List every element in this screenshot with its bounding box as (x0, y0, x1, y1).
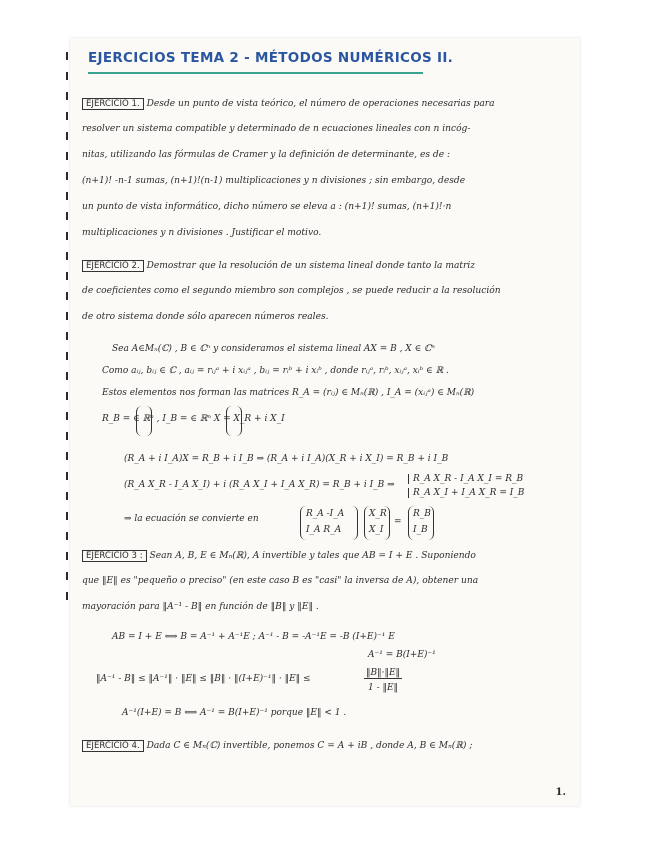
ex2-math-4: R_B = ∈ ℝⁿ , I_B = ∈ ℝⁿ X = X_R + i X_I (102, 414, 285, 424)
page-content (82, 38, 572, 806)
ex2-text-1: Demostrar que la resolución de un sistema lineal donde tanto la matriz (146, 261, 476, 271)
ex2-system-line-2: R_A X_I + I_A X_R = I_B (408, 488, 524, 498)
ex2-math-7: ⇒ la ecuación se convierte en (124, 514, 259, 524)
ex3-frac-den: 1 - ‖E‖ (368, 683, 399, 693)
b-vector-bottom: I_B (413, 525, 428, 535)
ex3-header: EJERCICIO 3 : (82, 550, 147, 562)
ex1-text-2: resolver un sistema compatible y determinado de n ecuaciones lineales con n incóg- (82, 124, 471, 134)
equals-sign: = (394, 517, 402, 527)
ex4-line-1 (82, 740, 472, 752)
ex2-math-5: (R_A + i I_A)X = R_B + i I_B ⇒ (R_A + i I_A)(X_R + i X_I) = R_B + i I_B (124, 454, 449, 464)
ex2-math-2: Como aᵢⱼ, bᵢⱼ ∈ ℂ , aᵢⱼ = rᵢⱼᵃ + i xᵢⱼᵃ , bᵢⱼ = rᵢᵇ + i xᵢᵇ , donde rᵢⱼᵃ, rᵢᵇ, xᵢⱼᵃ, xᵢᵇ ∈ ℝ . (102, 366, 449, 376)
binder-holes (66, 52, 68, 612)
ex2-math-1: Sea A∈Mₙ(ℂ) , B ∈ ℂⁿ y consideramos el sistema lineal AX = B , X ∈ ℂⁿ (112, 344, 435, 354)
ex4-text-1: Dada C ∈ Mₙ(ℂ) invertible, ponemos C = A + iB , donde A, B ∈ Mₙ(ℝ) ; (146, 741, 473, 751)
page-title: EJERCICIOS TEMA 2 - MÉTODOS NUMÉRICOS II. (88, 50, 454, 66)
b-vector-top: R_B (413, 509, 431, 519)
x-vector-top: X_R (369, 509, 387, 519)
ex2-math-6: (R_A X_R - I_A X_I) + i (R_A X_I + I_A X_R) = R_B + i I_B ⇒ (124, 480, 395, 490)
ex2-math-3: Estos elementos nos forman las matrices R_A = (rᵢⱼ) ∈ Mₙ(ℝ) , I_A = (xᵢⱼᵃ) ∈ Mₙ(ℝ) (102, 388, 475, 398)
block-row-1: R_A -I_A (306, 509, 345, 519)
ex2-header: EJERCICIO 2. (82, 260, 144, 272)
page-number: 1. (555, 787, 566, 798)
ex1-text-6: multiplicaciones y n divisiones . Justificar el motivo. (82, 228, 322, 238)
ex3-text-3: mayoración para ‖A⁻¹ - B‖ en función de ‖B‖ y ‖E‖ . (82, 602, 319, 612)
ex1-text-4: (n+1)! -n-1 sumas, (n+1)!(n-1) multiplicaciones y n divisiones ; sin embargo, desde (82, 176, 466, 186)
ex2-system-line-1: R_A X_R - I_A X_I = R_B (408, 474, 523, 484)
block-row-2: I_A R_A (306, 525, 342, 535)
x-vector-bottom: X_I (369, 525, 384, 535)
ex1-line-1 (82, 98, 495, 110)
ex1-text-1: Desde un punto de vista teórico, el número de operaciones necesarias para (146, 99, 495, 109)
ex3-math-4: A⁻¹(I+E) = B ⟺ A⁻¹ = B(I+E)⁻¹ porque ‖E‖ < 1 . (122, 708, 347, 718)
ex4-header: EJERCICIO 4. (82, 740, 144, 752)
title-underline (88, 72, 423, 74)
ex3-frac-num: ‖B‖·‖E‖ (366, 668, 401, 678)
ex1-text-5: un punto de vista informático, dicho número se eleva a : (n+1)! sumas, (n+1)!·n (82, 202, 452, 212)
ex2-text-2: de coeficientes como el segundo miembro son complejos , se puede reducir a la resolución (82, 286, 501, 296)
ex1-text-3: nitas, utilizando las fórmulas de Cramer y la definición de determinante, es de : (82, 150, 451, 160)
ex3-math-3: ‖A⁻¹ - B‖ ≤ ‖A⁻¹‖ · ‖E‖ ≤ ‖B‖ · ‖(I+E)⁻¹‖ · ‖E‖ ≤ (96, 674, 311, 684)
ex2-line-1 (82, 260, 475, 272)
ex3-line-1 (82, 550, 476, 562)
ex3-math-2: A⁻¹ = B(I+E)⁻¹ (368, 650, 436, 660)
ex1-header: EJERCICIO 1. (82, 98, 144, 110)
ex3-text-2: que ‖E‖ es "pequeño o preciso" (en este caso B es "casi" la inversa de A), obtener una (82, 576, 479, 586)
ex3-text-1: Sean A, B, E ∈ Mₙ(ℝ), A invertible y tales que AB = I + E . Suponiendo (149, 551, 476, 561)
ex3-math-1: AB = I + E ⟺ B = A⁻¹ + A⁻¹E ; A⁻¹ - B = -A⁻¹E = -B (I+E)⁻¹ E (112, 632, 395, 642)
ex2-text-3: de otro sistema donde sólo aparecen números reales. (82, 312, 329, 322)
notebook-page (70, 38, 580, 806)
